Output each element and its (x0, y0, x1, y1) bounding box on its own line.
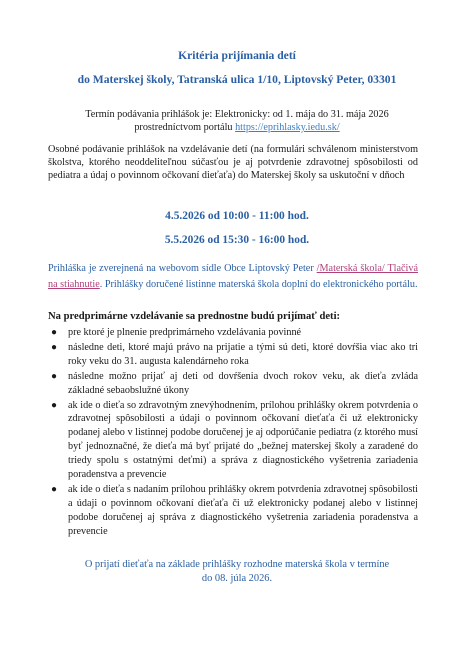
admission-decision-note (0, 558, 474, 586)
criteria-list (48, 326, 418, 540)
criteria-item (48, 370, 418, 398)
application-term (0, 108, 474, 134)
criteria-item-text: následne deti, ktoré majú právo na prijatie a tými sú deti, ktoré dovŕšia viac ako tri roky veku do 31. augusta kalendárneho roka (68, 341, 418, 367)
bullet-icon: ● (51, 327, 58, 338)
submission-date-2: 5.5.2026 od 15:30 - 16:00 hod. (164, 234, 310, 246)
criteria-item-text: ak ide o dieťa so zdravotným znevýhodnením, prílohou prihlášky okrem potvrdenia o zdravotnej spôsobilosti a údaji o povinnom očkovaní dieťaťa či už elektronicky podanej alebo v listinnej podobe doručenej je aj odporúčanie pediatra (z ktorého musí byť jednoznačné, že dieťa má byť prijaté do „bežnej materskej školy a zaradené do triedy spolu s ostatnými deťmi) a správa z diagnostického vyšetrenia zariadenia poradenstva a prevencie (68, 399, 418, 481)
criteria-heading: Na predprimárne vzdelávanie sa prednostne budú prijímať deti: (48, 311, 341, 322)
bullet-icon: ● (51, 483, 58, 495)
submission-date-1: 4.5.2026 od 10:00 - 11:00 hod. (165, 210, 309, 222)
bullet-icon: ● (51, 399, 58, 411)
application-form-suffix: . Prihlášky doručené listinne materská škola doplní do elektronického portálu. (99, 279, 418, 290)
criteria-item (48, 399, 418, 482)
criteria-item-text: ak ide o dieťa s nadaním prílohou prihlášky okrem potvrdenia zdravotnej spôsobilosti a údaji o povinnom očkovaní dieťaťa či už elektronicky podanej alebo v listinnej podobe doručenej aj správa z diagnostického vyšetrenia zariadenia poradenstva a prevencie (68, 483, 418, 537)
bullet-icon: ● (51, 370, 58, 382)
application-form-prefix: Prihláška je zverejnená na webovom sídle Obce Liptovský Peter (48, 263, 317, 274)
criteria-item (48, 483, 418, 539)
bullet-icon: ● (51, 341, 58, 353)
criteria-item-text: následne možno prijať aj deti od dovŕšenia dvoch rokov veku, ak dieťa zvláda základné sebaobslužné úkony (68, 370, 418, 396)
term-line-1: Termín podávania prihlášok je: Elektronicky: od 1. mája do 31. mája 2026 (85, 109, 389, 120)
application-form-paragraph (48, 261, 418, 293)
personal-submission-paragraph: Osobné podávanie prihlášok na vzdelávanie detí (na formulári schválenom ministerstvom školstva, ktorého neoddeliteľnou súčasťou je aj potvrdenie zdravotnej spôsobilosti od pediatra a údaj o povinnom očkovaní dieťaťa) do Materskej školy sa uskutoční v dňoch (48, 144, 418, 181)
admission-decision-line-1: O prijatí dieťaťa na základe prihlášky rozhodne materská škola v termíne (84, 559, 390, 570)
term-line-2 (0, 121, 474, 134)
criteria-item (48, 326, 418, 340)
document-subtitle: do Materskej školy, Tatranská ulica 1/10, Liptovský Peter, 03301 (77, 73, 397, 86)
term-line-2-prefix: prostredníctvom portálu (134, 122, 236, 133)
admission-decision-line-2: do 08. júla 2026. (201, 573, 273, 584)
eprihlasky-link[interactable]: https://eprihlasky.iedu.sk/ (235, 122, 340, 133)
form-download-link[interactable]: /Materská škola/ Tlačivá na stiahnutie (48, 263, 418, 290)
criteria-item (48, 341, 418, 369)
document-title: Kritéria prijímania detí (178, 49, 296, 62)
criteria-item-text: pre ktoré je plnenie predprimárneho vzdelávania povinné (68, 327, 302, 338)
